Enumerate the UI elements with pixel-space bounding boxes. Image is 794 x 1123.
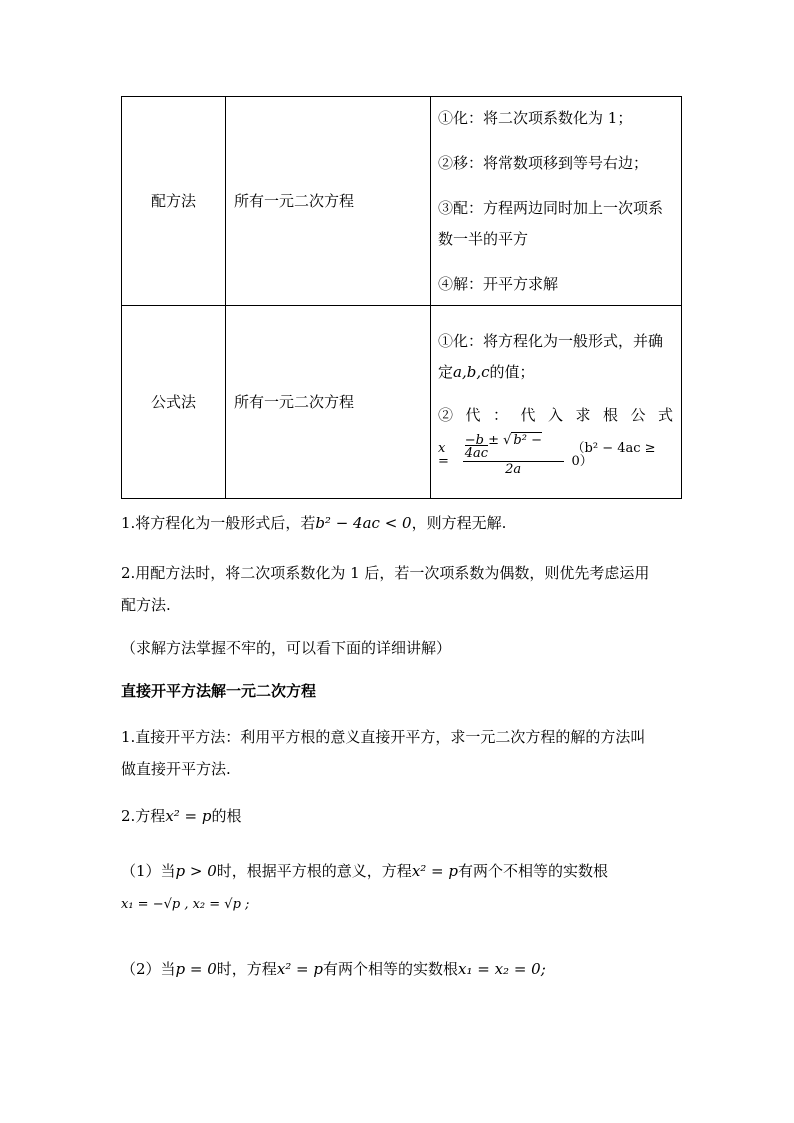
case-text: 有两个不相等的实数根	[458, 862, 609, 880]
note-3: （求解方法掌握不牢的，可以看下面的详细讲解）	[121, 639, 452, 657]
note-text: 配方法.	[121, 596, 171, 614]
quadratic-formula	[438, 431, 673, 479]
table-row	[122, 306, 682, 499]
note-text: 1.将方程化为一般形式后，若	[121, 514, 316, 532]
math-roots: x₁ = x₂ = 0;	[458, 960, 546, 978]
step-text: ③配：方程两边同时加上一次项系	[438, 198, 664, 217]
math-inline: p > 0	[175, 862, 217, 880]
paragraph-text: 的根	[211, 807, 242, 825]
paragraph-2	[121, 800, 677, 832]
step-text: ② 代 ： 代 入 求 根 公 式	[438, 405, 673, 424]
math-inline: p = 0	[175, 960, 217, 978]
case-text: （2）当	[121, 960, 176, 978]
steps-cell	[431, 97, 682, 306]
note-2	[121, 557, 677, 621]
step-text: ①化：将二次项系数化为 1；	[438, 108, 633, 127]
note-text: 2.用配方法时，将二次项系数化为 1 后，若一次项系数为偶数，则优先考虑运用	[121, 564, 650, 582]
math-inline: b² − 4ac < 0	[315, 514, 412, 532]
math-inline: x² = p	[276, 960, 323, 978]
formula-numerator	[463, 434, 564, 462]
formula-lhs: x =	[438, 440, 449, 469]
formula-condition: （b² − 4ac ≥ 0）	[571, 440, 656, 469]
paragraph-text: 2.方程	[121, 807, 166, 825]
table-row	[122, 97, 682, 306]
step-suffix: 的值；	[489, 362, 535, 381]
math-inline: x² = p	[411, 862, 458, 880]
formula-num-pre: −b ±	[464, 432, 499, 448]
note-1	[121, 507, 677, 539]
formula-radicand: b² − 4ac	[464, 432, 542, 461]
math-vars: a,b,c	[453, 362, 490, 381]
steps-cell	[431, 306, 682, 499]
case-text: 时，根据平方根的意义，方程	[216, 862, 412, 880]
formula-denominator: 2a	[505, 461, 522, 477]
step-prefix: 定	[438, 362, 454, 381]
formula-fraction	[463, 434, 564, 476]
section-heading: 直接开平方法解一元二次方程	[121, 682, 317, 700]
case-2	[121, 953, 677, 985]
paragraph-1	[121, 721, 677, 785]
paragraph-text: 1.直接开平方法：利用平方根的意义直接开平方，求一元二次方程的解的方法叫	[121, 728, 646, 746]
note-text: ，则方程无解.	[411, 514, 507, 532]
method-cell: 公式法	[122, 306, 226, 499]
step-text: ②移：将常数项移到等号右边；	[438, 153, 649, 172]
scope-cell: 所有一元二次方程	[226, 306, 431, 499]
case-text: 有两个相等的实数根	[323, 960, 459, 978]
step-text: ④解：开平方求解	[438, 274, 559, 293]
step-text	[438, 357, 673, 388]
math-inline: x² = p	[165, 807, 212, 825]
method-cell: 配方法	[122, 97, 226, 306]
case-text: 时，方程	[216, 960, 277, 978]
math-roots: x₁ = −√p , x₂ = √p ;	[121, 897, 250, 912]
methods-table	[121, 96, 682, 499]
case-text: （1）当	[121, 862, 176, 880]
case-1	[121, 855, 677, 921]
step-text: 数一半的平方	[438, 229, 529, 248]
step-text: ①化：将方程化为一般形式，并确	[438, 331, 664, 350]
paragraph-text: 做直接开平方法.	[121, 760, 231, 778]
sqrt-sign-icon: √	[503, 432, 512, 448]
scope-cell: 所有一元二次方程	[226, 97, 431, 306]
